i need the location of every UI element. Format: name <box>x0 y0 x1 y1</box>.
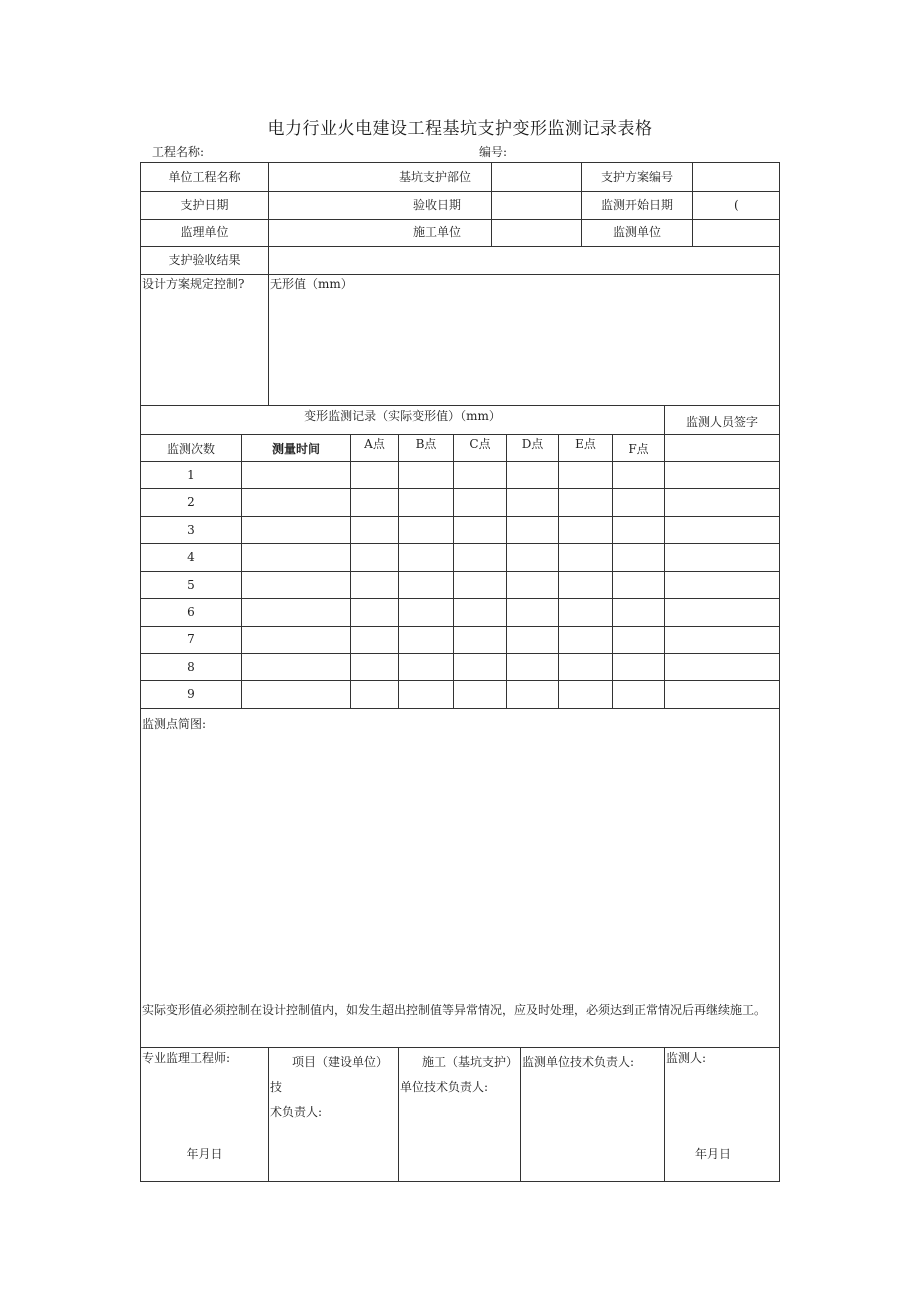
project-unit-label-line2: 技 <box>270 1080 283 1094</box>
row-number: 6 <box>187 605 195 619</box>
row-number: 2 <box>187 495 195 509</box>
deformation-value-label: 无形值（mm） <box>270 277 353 291</box>
unit-project-name-label: 单位工程名称 <box>168 170 241 184</box>
pit-support-location-label: 基坑支护部位 <box>399 170 472 184</box>
monitoring-unit-label: 监测单位 <box>612 225 661 239</box>
column-point-e: E点 <box>575 437 596 451</box>
construction-unit-signoff-label-line2: 单位技术负责人: <box>400 1080 489 1094</box>
monitor-person-label: 监测人: <box>666 1051 707 1065</box>
row-number: 7 <box>187 632 195 646</box>
column-point-f: F点 <box>628 442 649 456</box>
column-count: 监测次数 <box>166 442 215 456</box>
row-number: 8 <box>187 660 195 674</box>
supervision-unit-label: 监理单位 <box>180 225 229 239</box>
supervisor-signature-label: 专业监理工程师: <box>142 1051 231 1065</box>
row-number: 4 <box>187 550 195 564</box>
monitoring-start-date-value: ( <box>734 198 739 212</box>
support-date-label: 支护日期 <box>180 198 229 212</box>
project-unit-label-line3: 术负责人: <box>270 1105 323 1119</box>
row-number: 5 <box>187 578 195 592</box>
notice-text: 实际变形值必须控制在设计控制值内，如发生超出控制值等异常情况，应及时处理，必须达到正常情况后再继续施工。 <box>142 1003 767 1017</box>
record-section-title: 变形监测记录（实际变形值）（mm） <box>304 409 501 423</box>
row-number: 3 <box>187 523 195 537</box>
design-control-label: 设计方案规定控制? <box>142 277 245 291</box>
monitoring-start-date-label: 监测开始日期 <box>600 198 673 212</box>
signature-header: 监测人员签字 <box>685 415 758 429</box>
column-point-d: D点 <box>521 437 544 451</box>
column-point-c: C点 <box>469 437 491 451</box>
construction-unit-signoff-label: 施工（基坑支护） <box>422 1055 519 1069</box>
support-plan-number-label: 支护方案编号 <box>600 170 673 184</box>
date-right: 年月日 <box>694 1147 731 1161</box>
monitoring-point-sketch-label: 监测点简图: <box>142 717 207 731</box>
construction-unit-label: 施工单位 <box>413 225 462 239</box>
monitoring-unit-tech-lead-label: 监测单位技术负责人: <box>522 1055 635 1069</box>
page-title: 电力行业火电建设工程基坑支护变形监测记录表格 <box>267 119 653 139</box>
row-number: 9 <box>187 687 195 701</box>
acceptance-date-label: 验收日期 <box>413 198 462 212</box>
column-point-a: A点 <box>364 437 385 451</box>
project-unit-label: 项目（建设单位） <box>292 1055 389 1069</box>
row-number: 1 <box>187 468 195 482</box>
column-point-b: B点 <box>415 437 437 451</box>
project-name-label: 工程名称: <box>152 145 205 159</box>
column-time: 测量时间 <box>271 442 320 456</box>
code-label: 编号: <box>479 145 508 159</box>
support-acceptance-result-label: 支护验收结果 <box>168 253 241 267</box>
date-left: 年月日 <box>186 1147 223 1161</box>
